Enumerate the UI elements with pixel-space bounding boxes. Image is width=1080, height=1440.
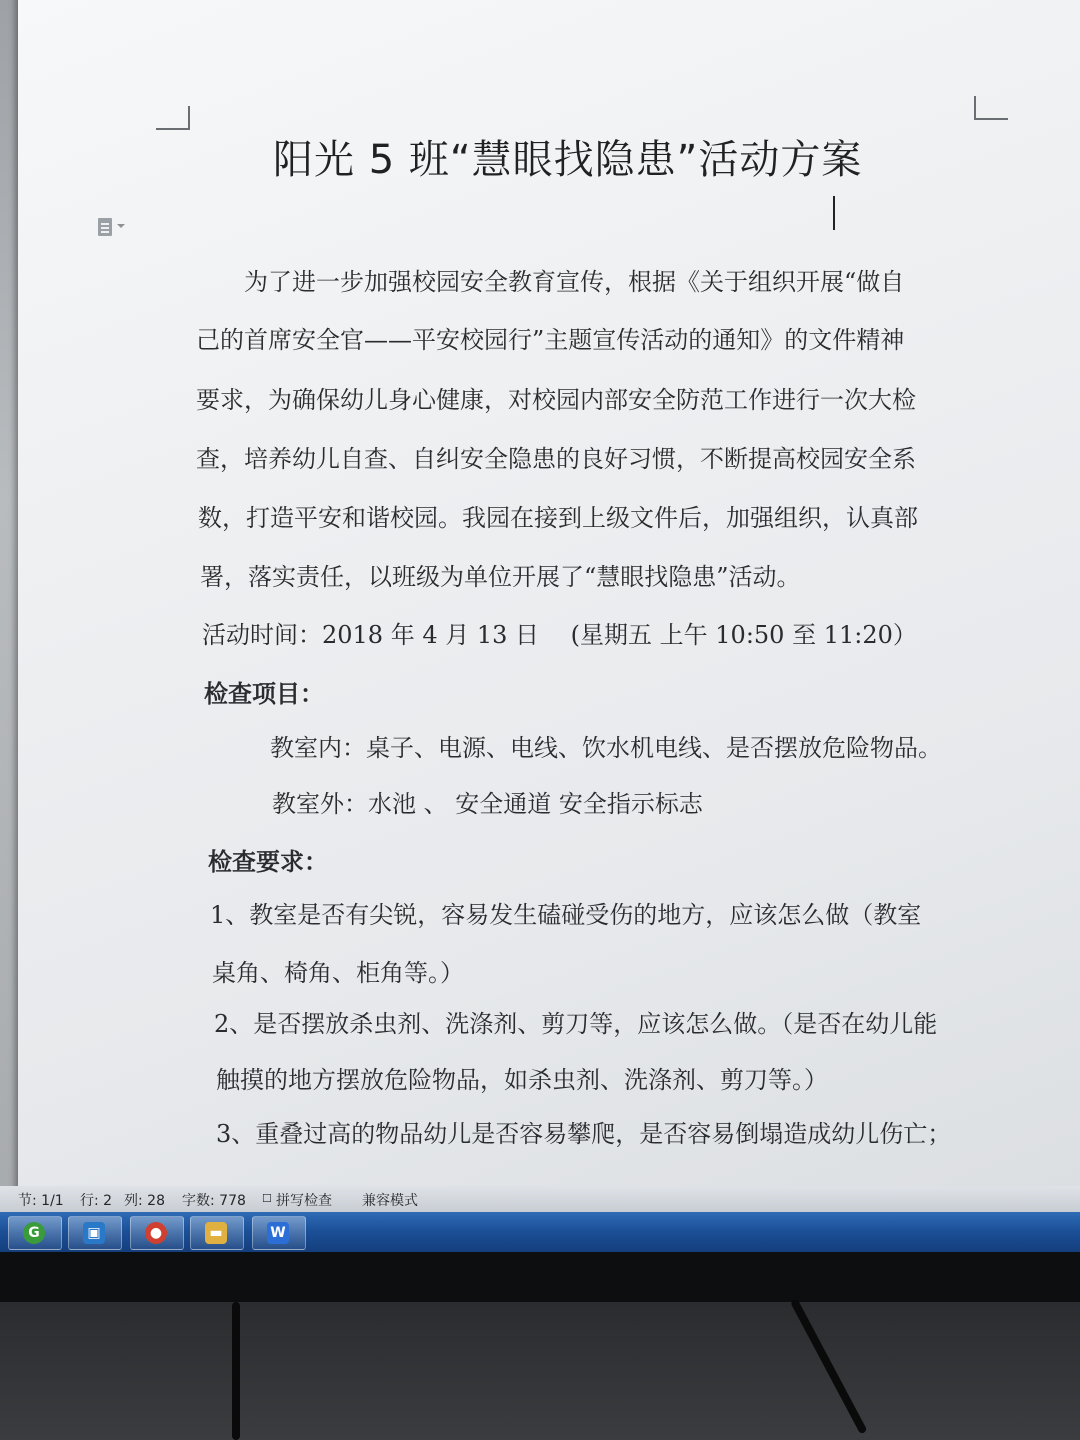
status-section[interactable]: 节: 1/1 [18, 1193, 64, 1209]
monitor-bezel [0, 1252, 1080, 1302]
taskbar-folder-button[interactable] [190, 1216, 244, 1250]
status-word-count[interactable]: 字数: 778 [182, 1193, 246, 1209]
document-page[interactable] [18, 0, 1080, 1190]
paragraph-line: 要求，为确保幼儿身心健康，对校园内部安全防范工作进行一次大检 [196, 386, 916, 414]
requirement-line: 触摸的地方摆放危险物品，如杀虫剂、洗涤剂、剪刀等。） [216, 1066, 828, 1094]
paragraph-line: 查，培养幼儿自查、自纠安全隐患的良好习惯，不断提高校园安全系 [196, 445, 916, 473]
page-corner-marker-top-right [974, 96, 1008, 120]
document-title: 阳光 5 班“慧眼找隐患”活动方案 [273, 137, 863, 183]
taskbar-word-processor-button[interactable] [252, 1216, 306, 1250]
paragraph-line: 署，落实责任，以班级为单位开展了“慧眼找隐患”活动。 [200, 563, 801, 591]
desk-surface [0, 1302, 1080, 1440]
activity-time: 活动时间：2018 年 4 月 13 日 (星期五 上午 10:50 至 11:20） [202, 621, 917, 649]
taskbar-app-window-button[interactable] [68, 1216, 122, 1250]
paragraph-line: 数，打造平安和谐校园。我园在接到上级文件后，加强组织，认真部 [198, 504, 918, 532]
folder-icon: ▬ [205, 1222, 227, 1244]
inspection-item: 教室内：桌子、电源、电线、饮水机电线、是否摆放危险物品。 [270, 734, 942, 762]
browser-icon: G [23, 1222, 45, 1244]
text-cursor [833, 196, 835, 230]
requirement-line: 2、是否摆放杀虫剂、洗涤剂、剪刀等，应该怎么做。（是否在幼儿能 [214, 1010, 938, 1038]
status-column[interactable]: 列: 28 [124, 1193, 165, 1209]
status-line[interactable]: 行: 2 [80, 1193, 113, 1209]
cable [790, 1298, 867, 1434]
app-window-icon: ▣ [83, 1222, 105, 1244]
paragraph-line: 己的首席安全官——平安校园行”主题宣传活动的通知》的文件精神 [196, 326, 905, 354]
paragraph-line: 为了进一步加强校园安全教育宣传，根据《关于组织开展“做自 [244, 268, 905, 296]
media-icon: ● [145, 1222, 167, 1244]
requirements-heading: 检查要求： [208, 848, 328, 876]
taskbar-media-button[interactable] [130, 1216, 184, 1250]
paste-options-icon[interactable] [98, 218, 128, 240]
word-processor-icon: W [267, 1222, 289, 1244]
checkbox-icon[interactable]: ☐ [262, 1192, 272, 1205]
cable [232, 1302, 240, 1440]
requirement-line: 3、重叠过高的物品幼儿是否容易攀爬，是否容易倒塌造成幼儿伤亡； [216, 1120, 952, 1148]
taskbar-browser-button[interactable] [8, 1216, 62, 1250]
requirement-line: 桌角、椅角、柜角等。） [212, 959, 464, 987]
inspection-item: 教室外：水池 、 安全通道 安全指示标志 [272, 790, 703, 818]
inspection-items-heading: 检查项目： [204, 680, 324, 708]
status-spell-check[interactable]: 拼写检查 [276, 1193, 332, 1209]
status-bar [0, 1186, 1080, 1212]
requirement-line: 1、教室是否有尖锐，容易发生磕碰受伤的地方，应该怎么做（教室 [210, 901, 922, 929]
page-corner-marker-top-left [156, 106, 190, 130]
taskbar [0, 1212, 1080, 1252]
status-compat-mode[interactable]: 兼容模式 [362, 1193, 418, 1209]
